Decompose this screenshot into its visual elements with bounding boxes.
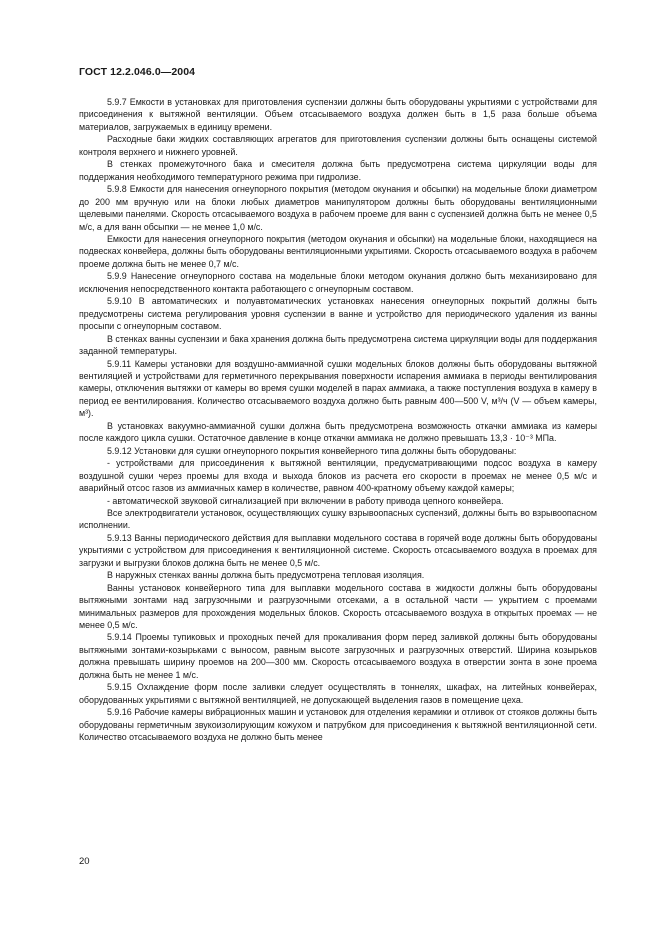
paragraph-5-9-13: 5.9.13 Ванны периодического действия для выплавки модельного состава в горячей воде должны быть оборудованы укрытиями с устройством для присоединения к вентиляционной системе. Скорость отсасываемого воздуха в проемах для загрузки и выгрузки блоков должна быть не менее 0,5 м/с.: [79, 532, 597, 568]
paragraph-5-9-12: 5.9.12 Установки для сушки огнеупорного покрытия конвейерного типа должны быть оборудованы:: [107, 445, 517, 456]
paragraph-5-9-9: 5.9.9 Нанесение огнеупорного состава на модельные блоки методом окунания должно быть механизировано для исключения непосредственного контакта работающего с огнеупорным составом.: [79, 271, 597, 294]
paragraph: В стенках промежуточного бака и смесителя должна быть предусмотрена система циркуляции воды для поддержания необходимого температурного режима при гидролизе.: [79, 159, 597, 182]
paragraph-5-9-14: 5.9.14 Проемы тупиковых и проходных печей для прокаливания форм перед заливкой должны быть оборудованы вытяжными зонтами-козырьками с выносом, равным высоте загрузочных и разгрузочных отверстий. Ширина козырьков должна превышать ширину проемов на 200—300 мм. Скорость отсасываемого воздуха в отверстии зонта в зоне проема должна быть не менее 1 м/с.: [79, 632, 597, 680]
document-body: [79, 96, 597, 744]
paragraph: Емкости для нанесения огнеупорного покрытия (методом окунания и обсыпки) на модельные блоки, находящиеся на подвесках конвейера, должны быть оборудованы вентиляционными укрытиями. Скорость отсасываемого воздуха в рабочем проеме должна быть не менее 0,7 м/с.: [79, 233, 597, 269]
paragraph: Расходные баки жидких составляющих агрегатов для приготовления суспензии должны быть оснащены системой контроля верхнего и нижнего уровней.: [79, 134, 597, 157]
paragraph: В установках вакуумно-аммиачной сушки должна быть предусмотрена возможность откачки аммиака из камеры после каждого цикла сушки. Остаточное давление в конце откачки аммиака не должно превышать 13,3 · 10⁻³ МПа.: [79, 420, 597, 444]
paragraph-5-9-11: 5.9.11 Камеры установки для воздушно-аммиачной сушки модельных блоков должны быть оборудованы вытяжной вентиляцией и устройствами для герметичного перекрывания поверхности испарения аммиака в периоды вентилирования камеры, отключения вытяжки от камеры во время сушки моделей в парах аммиака, а также поступления воздуха в камеру в период ее вентилирования. Количество отсасываемого воздуха должно быть равным 400—500 V, м³/ч (V — объем камеры, м³).: [79, 358, 597, 419]
list-item: - устройствами для присоединения к вытяжной вентиляции, предусматривающими подсос воздуха в камеру воздушной сушки через проемы для входа и выхода блоков из расчета его скорости в проемах не менее 0,5 м/с и аварийный отсос газов из аммиачных камер в количестве, равном 400-кратному объему каждой камеры;: [79, 458, 597, 494]
list-item: - автоматической звуковой сигнализацией при включении в работу привода цепного конвейера.: [107, 495, 504, 506]
paragraph-5-9-15: 5.9.15 Охлаждение форм после заливки следует осуществлять в тоннелях, шкафах, на литейных конвейерах, оборудованных укрытиями с вытяжной вентиляцией, не допускающей выделения газов в помещение цеха.: [79, 682, 597, 705]
paragraph-5-9-10: 5.9.10 В автоматических и полуавтоматических установках нанесения огнеупорных покрытий должны быть предусмотрены система регулирования уровня суспензии в ванне и устройство для периодического удаления из ванны просыпи с огнеупорным составом.: [79, 296, 597, 332]
paragraph-5-9-8: 5.9.8 Емкости для нанесения огнеупорного покрытия (методом окунания и обсыпки) на модельные блоки диаметром до 200 мм вручную или на блоки любых диаметров манипулятором должны быть оборудованы вентиляционными щелевыми панелями. Скорость отсасываемого воздуха в рабочем проеме для ванн с суспензией должна быть не менее 0,5 м/с, а для ванн обсыпки — не менее 1,0 м/с.: [79, 184, 597, 232]
page-number: 20: [79, 856, 90, 867]
paragraph-5-9-7: 5.9.7 Емкости в установках для приготовления суспензии должны быть оборудованы укрытиями с устройствами для присоединения к вытяжной вентиляции. Объем отсасываемого воздуха должен быть в 1,5 раза больше объема материалов, загружаемых в единицу времени.: [79, 97, 597, 132]
paragraph: В наружных стенках ванны должна быть предусмотрена тепловая изоляция.: [107, 570, 425, 581]
paragraph: В стенках ванны суспензии и бака хранения должна быть предусмотрена система циркуляции воды для поддержания заданной температуры.: [79, 333, 597, 357]
paragraph: Ванны установок конвейерного типа для выплавки модельного состава в жидкости должны быть оборудованы вытяжными зонтами над загрузочными и разгрузочными отсеками, а в остальной части — укрытием с проемами минимальных размеров для прохождения модельных блоков. Скорость отсасываемого воздуха в открытых проемах — не менее 0,5 м/с.: [79, 582, 597, 631]
document-header: ГОСТ 12.2.046.0—2004: [79, 66, 196, 78]
paragraph: Все электродвигатели установок, осуществляющих сушку взрывоопасных суспензий, должны быть во взрывоопасном исполнении.: [79, 507, 597, 531]
paragraph-5-9-16: 5.9.16 Рабочие камеры вибрационных машин и установок для отделения керамики и отливок от стояков должны быть оборудованы герметичным звукоизолирующим кожухом и патрубком для присоединения к вытяжной вентиляционной сети. Количество отсасываемого воздуха не должно быть менее: [79, 707, 597, 743]
